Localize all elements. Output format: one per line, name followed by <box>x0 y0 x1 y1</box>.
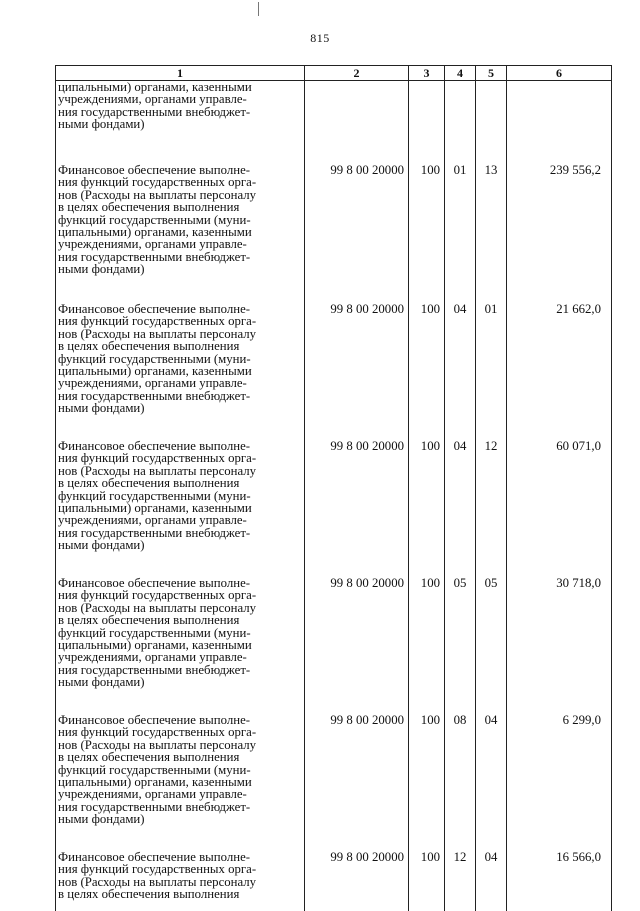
section-code: 01 <box>445 153 476 292</box>
column-header: 5 <box>476 66 507 81</box>
description-line: учреждениями, органами управле- <box>58 513 247 528</box>
scan-mark <box>258 2 259 16</box>
description-line: учреждениями, органами управле- <box>58 650 247 665</box>
table-row <box>56 153 612 292</box>
description-line: ципальными) органами, казенными <box>58 225 252 240</box>
description-line: ния государственными внебюджет- <box>58 388 251 403</box>
description-line: ния функций государственных орга- <box>58 588 257 603</box>
table-header-row <box>56 66 612 81</box>
description-line: в целях обеспечения выполнения <box>58 476 240 491</box>
row-description <box>56 703 305 840</box>
description-line: ния государственными внебюджет- <box>58 799 251 814</box>
description-line: нов (Расходы на выплаты персоналу <box>58 463 257 478</box>
description-line: ния функций государственных орга- <box>58 314 257 329</box>
row-description <box>56 292 305 429</box>
budget-table <box>55 65 612 911</box>
description-line: учреждениями, органами управле- <box>58 787 247 802</box>
description-line: ния функций государственных орга- <box>58 451 257 466</box>
description-line: ния функций государственных орга- <box>58 862 257 877</box>
expense-type-code: 100 <box>409 153 445 292</box>
description-line: ния государственными внебюджет- <box>58 104 251 119</box>
description-line: нов (Расходы на выплаты персоналу <box>58 326 257 341</box>
description-line: Финансовое обеспечение выполне- <box>58 850 251 864</box>
target-article-code: 99 8 00 20000 <box>305 292 409 429</box>
description-line: ными фондами) <box>58 538 145 553</box>
description-line: ными фондами) <box>58 117 145 132</box>
row-description <box>56 153 305 292</box>
column-header: 6 <box>507 66 612 81</box>
description-line: ными фондами) <box>58 262 145 277</box>
description-line: нов (Расходы на выплаты персоналу <box>58 600 257 615</box>
target-article-code: 99 8 00 20000 <box>305 703 409 840</box>
amount-value: 239 556,2 <box>507 153 612 292</box>
table-row <box>56 566 612 703</box>
subsection-code: 05 <box>476 566 507 703</box>
row-description <box>56 566 305 703</box>
description-line: ципальными) органами, казенными <box>58 80 252 94</box>
target-article-code: 99 8 00 20000 <box>305 840 409 911</box>
description-line: в целях обеспечения выполнения <box>58 887 240 902</box>
column-header: 2 <box>305 66 409 81</box>
description-line: функций государственными (муни- <box>58 762 251 777</box>
target-article-code: 99 8 00 20000 <box>305 429 409 566</box>
description-line: учреждениями, органами управле- <box>58 92 247 107</box>
description-line: учреждениями, органами управле- <box>58 376 247 391</box>
target-article-code: 99 8 00 20000 <box>305 153 409 292</box>
subsection-code: 04 <box>476 840 507 911</box>
description-line: Финансовое обеспечение выполне- <box>58 302 251 316</box>
section-code: 12 <box>445 840 476 911</box>
description-line: ципальными) органами, казенными <box>58 775 252 790</box>
description-line: ния государственными внебюджет- <box>58 525 251 540</box>
amount-value: 16 566,0 <box>507 840 612 911</box>
description-line: в целях обеспечения выполнения <box>58 339 240 354</box>
amount-value: 21 662,0 <box>507 292 612 429</box>
description-line: в целях обеспечения выполнения <box>58 200 240 215</box>
description-line: ния государственными внебюджет- <box>58 249 251 264</box>
description-line: нов (Расходы на выплаты персоналу <box>58 874 257 889</box>
description-line: Финансовое обеспечение выполне- <box>58 576 251 590</box>
section-code: 04 <box>445 292 476 429</box>
target-article-code: 99 8 00 20000 <box>305 566 409 703</box>
column-header: 1 <box>56 66 305 81</box>
description-line: ными фондами) <box>58 675 145 690</box>
column-header: 3 <box>409 66 445 81</box>
expense-type-code: 100 <box>409 566 445 703</box>
description-line: ния государственными внебюджет- <box>58 662 251 677</box>
description-line: ными фондами) <box>58 401 145 416</box>
section-code: 04 <box>445 429 476 566</box>
row-description <box>56 840 305 911</box>
page-number: 815 <box>310 31 330 45</box>
table-row <box>56 840 612 911</box>
description-line: ципальными) органами, казенными <box>58 501 252 516</box>
description-line: в целях обеспечения выполнения <box>58 750 240 765</box>
amount-value: 60 071,0 <box>507 429 612 566</box>
expense-type-code: 100 <box>409 429 445 566</box>
description-line: ния функций государственных орга- <box>58 725 257 740</box>
continuation-row <box>56 81 612 154</box>
description-line: учреждениями, органами управле- <box>58 237 247 252</box>
section-code: 05 <box>445 566 476 703</box>
amount-value: 30 718,0 <box>507 566 612 703</box>
description-line: ципальными) органами, казенными <box>58 364 252 379</box>
description-line: ния функций государственных орга- <box>58 175 257 190</box>
subsection-code: 12 <box>476 429 507 566</box>
subsection-code: 04 <box>476 703 507 840</box>
description-line: Финансовое обеспечение выполне- <box>58 439 251 453</box>
description-line: ными фондами) <box>58 812 145 827</box>
continuation-description <box>56 81 305 154</box>
description-line: функций государственными (муни- <box>58 351 251 366</box>
column-header: 4 <box>445 66 476 81</box>
description-line: в целях обеспечения выполнения <box>58 613 240 628</box>
description-line: ципальными) органами, казенными <box>58 638 252 653</box>
description-line: Финансовое обеспечение выполне- <box>58 163 251 177</box>
description-line: функций государственными (муни- <box>58 488 251 503</box>
row-description <box>56 429 305 566</box>
description-line: нов (Расходы на выплаты персоналу <box>58 737 257 752</box>
subsection-code: 13 <box>476 153 507 292</box>
description-line: функций государственными (муни- <box>58 625 251 640</box>
table-row <box>56 703 612 840</box>
section-code: 08 <box>445 703 476 840</box>
expense-type-code: 100 <box>409 703 445 840</box>
table-row <box>56 292 612 429</box>
expense-type-code: 100 <box>409 840 445 911</box>
table-row <box>56 429 612 566</box>
subsection-code: 01 <box>476 292 507 429</box>
amount-value: 6 299,0 <box>507 703 612 840</box>
expense-type-code: 100 <box>409 292 445 429</box>
description-line: нов (Расходы на выплаты персоналу <box>58 187 257 202</box>
description-line: Финансовое обеспечение выполне- <box>58 713 251 727</box>
description-line: функций государственными (муни- <box>58 212 251 227</box>
